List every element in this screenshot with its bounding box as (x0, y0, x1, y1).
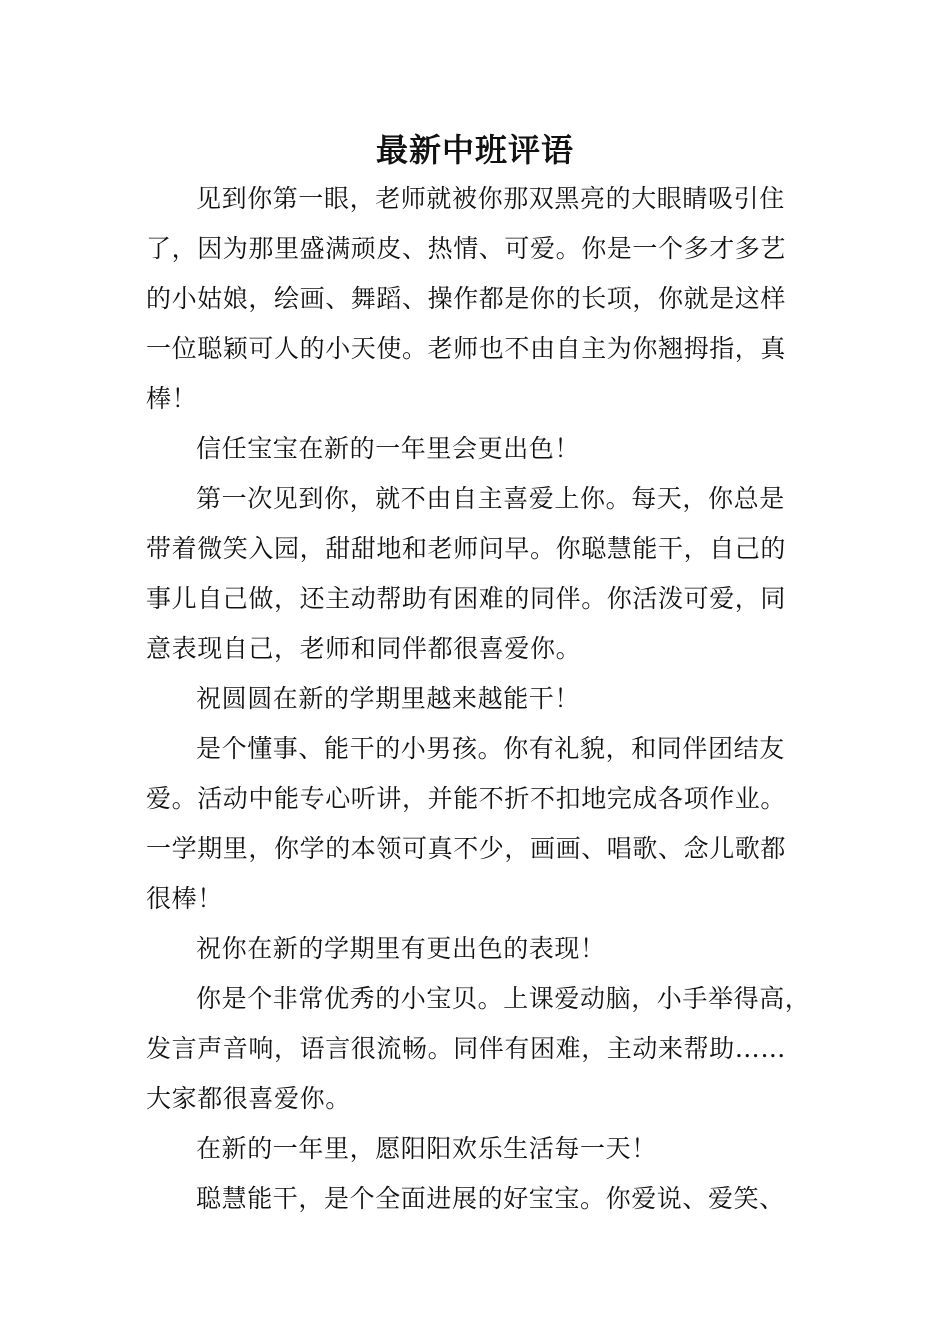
paragraph-line: 见到你第一眼，老师就被你那双黑亮的大眼睛吸引住 (196, 184, 785, 213)
paragraph-line: 很棒！ (146, 884, 223, 913)
document-title: 最新中班评语 (375, 131, 574, 169)
paragraph-line: 了，因为那里盛满顽皮、热情、可爱。你是一个多才多艺 (146, 234, 787, 263)
paragraph-line: 发言声音响，语言很流畅。同伴有困难，主动来帮助…… (146, 1034, 787, 1063)
paragraph-line: 大家都很喜爱你。 (146, 1084, 351, 1113)
paragraph-line: 在新的一年里，愿阳阳欢乐生活每一天！ (196, 1134, 657, 1163)
paragraph-line: 意表现自己，老师和同伴都很喜爱你。 (146, 634, 582, 663)
paragraph-line: 是个懂事、能干的小男孩。你有礼貌，和同伴团结友 (196, 734, 785, 763)
paragraph-line: 一学期里，你学的本领可真不少，画画、唱歌、念儿歌都 (146, 834, 787, 863)
paragraph-line: 聪慧能干，是个全面进展的好宝宝。你爱说、爱笑、 (196, 1184, 785, 1213)
paragraph-line: 一位聪颖可人的小天使。老师也不由自主为你翘拇指，真 (146, 334, 787, 363)
paragraph-line: 棒！ (146, 384, 198, 413)
paragraph-line: 带着微笑入园，甜甜地和老师问早。你聪慧能干，自己的 (146, 534, 787, 563)
paragraph-line: 信任宝宝在新的一年里会更出色！ (196, 434, 581, 463)
paragraph-line: 祝圆圆在新的学期里越来越能干！ (196, 684, 581, 713)
paragraph-line: 的小姑娘，绘画、舞蹈、操作都是你的长项，你就是这样 (146, 284, 787, 313)
paragraph-line: 祝你在新的学期里有更出色的表现！ (196, 934, 606, 963)
paragraph-line: 事儿自己做，还主动帮助有困难的同伴。你活泼可爱，同 (146, 584, 787, 613)
paragraph-line: 爱。活动中能专心听讲，并能不折不扣地完成各项作业。 (146, 784, 787, 813)
paragraph-line: 你是个非常优秀的小宝贝。上课爱动脑，小手举得高， (196, 984, 811, 1013)
paragraph-line: 第一次见到你，就不由自主喜爱上你。每天，你总是 (196, 484, 785, 513)
